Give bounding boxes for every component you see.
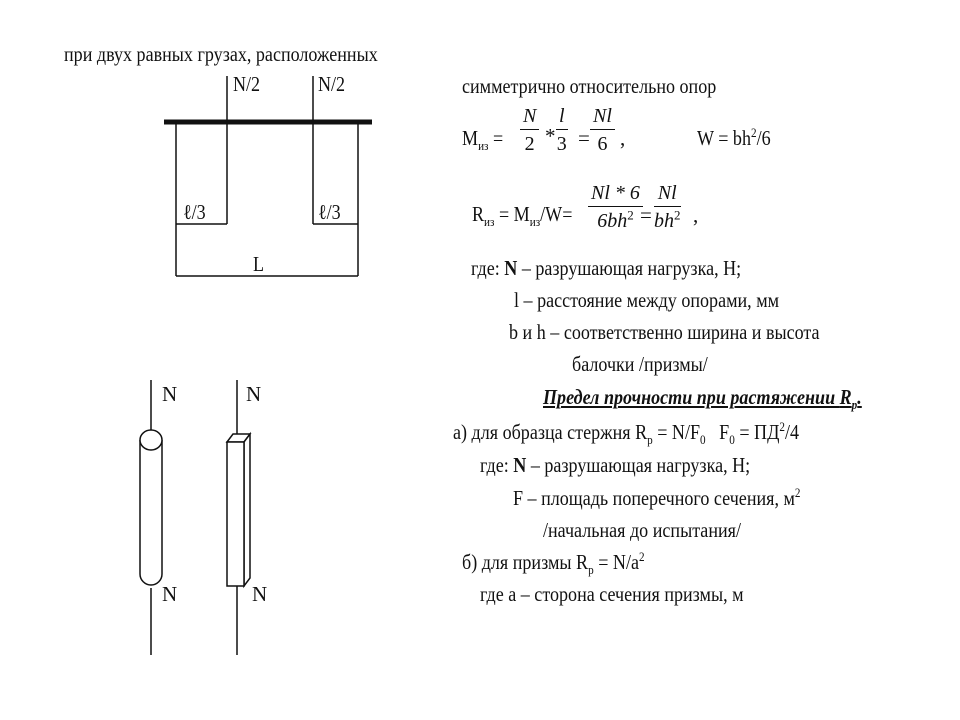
where-bh-cont: балочки /призмы/ bbox=[572, 352, 708, 376]
span-label-right: ℓ/3 bbox=[318, 200, 341, 224]
where-f-cont: /начальная до испытания/ bbox=[543, 518, 741, 542]
load-label-left: N/2 bbox=[233, 72, 261, 96]
equals-sign-1: = bbox=[578, 126, 590, 150]
load-label-right: N/2 bbox=[318, 72, 346, 96]
tension-rod-formula: а) для образца стержня $R_р = N/F_0$ $F_0 = ПД^2/4$ bbox=[453, 419, 800, 448]
length-label: L bbox=[253, 252, 265, 276]
multiply-sign: * bbox=[545, 124, 556, 148]
where-n-tension: где: N – разрушающая нагрузка, Н; bbox=[480, 453, 751, 477]
where-f: F – площадь поперечного сечения, $м^2$ bbox=[513, 485, 801, 510]
prism-bottom-label: N bbox=[252, 582, 268, 606]
where-bh: b и h – соответственно ширина и высота bbox=[509, 320, 820, 344]
where-a: где а – сторона сечения призмы, м bbox=[480, 582, 744, 606]
fraction-nl6-over-6bh2: $\frac{Nl * 6}{6bh^2}$ bbox=[588, 183, 643, 231]
heading-line-1: при двух равных грузах, расположенных bbox=[64, 42, 378, 66]
prism-specimen bbox=[227, 380, 250, 655]
section-modulus: $W = bh^2/6$ bbox=[697, 125, 771, 150]
fraction-nl-over-6: $\frac{Nl}{6}$ bbox=[590, 106, 615, 154]
moment-label: $M_{из}$ = bbox=[462, 126, 504, 154]
cylinder-specimen bbox=[140, 380, 162, 655]
fraction-l-over-3: $\frac{l}{3}$ bbox=[556, 105, 567, 155]
fraction-nl-over-bh2: $\frac{Nl}{bh^2}$ bbox=[654, 182, 681, 232]
comma-1: , bbox=[620, 126, 626, 150]
where-n-bending: где: N – разрушающая нагрузка, Н; bbox=[471, 256, 742, 280]
equals-sign-2: = bbox=[640, 203, 652, 227]
tension-prism-formula: б) для призмы $R_р = N/a^2$ bbox=[462, 549, 645, 578]
heading-line-2: симметрично относительно опор bbox=[462, 74, 717, 98]
fraction-n-over-2: $\frac{N}{2}$ bbox=[520, 106, 539, 154]
cylinder-bottom-label: N bbox=[162, 582, 178, 606]
bending-strength-label: $R_{из} = M_{из}/W=$ bbox=[472, 202, 573, 230]
span-label-left: ℓ/3 bbox=[183, 200, 206, 224]
tension-title: Предел прочности при растяжении $R_р$. bbox=[543, 385, 862, 413]
prism-top-label: N bbox=[246, 382, 262, 406]
where-l: l – расстояние между опорами, мм bbox=[514, 288, 780, 312]
comma-2: , bbox=[693, 203, 699, 227]
cylinder-top-label: N bbox=[162, 382, 178, 406]
